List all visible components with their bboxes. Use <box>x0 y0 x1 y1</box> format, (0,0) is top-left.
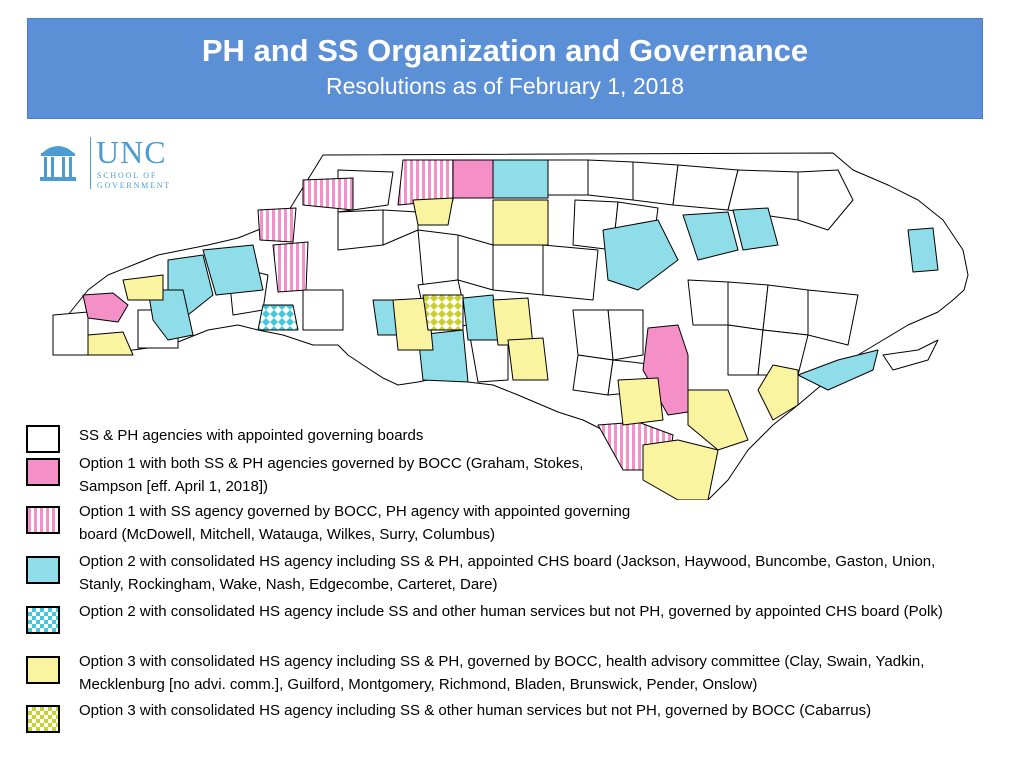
county-stokes <box>453 160 493 198</box>
legend-item-olive-diamonds <box>24 699 984 749</box>
county-richmond <box>508 338 548 380</box>
legend-text: Option 3 with consolidated HS agency including SS & PH, governed by BOCC, health advisory committee (Clay, Swain, Yadkin, Mecklenburg [no advi. comm.], Guilford, Montgomery, Richmond, Bladen, Brunswick, Pender, Onslow) <box>79 653 925 693</box>
legend-text: Option 1 with SS agency governed by BOCC, PH agency with appointed governing board (McDowell, Mitchell, Watauga, Wilkes, Surry, Columbus) <box>79 503 631 543</box>
page-subtitle: Resolutions as of February 1, 2018 <box>326 73 684 99</box>
county-guilford <box>493 200 548 245</box>
county-bladen <box>618 378 663 425</box>
county-watauga <box>258 208 296 242</box>
county-yadkin <box>413 198 453 225</box>
legend-swatch-cyan <box>26 556 60 584</box>
legend-swatch-pink <box>26 458 60 486</box>
county-mitchell-mcdowell <box>273 242 308 292</box>
legend-swatch-yellow <box>26 656 60 684</box>
legend-item-cyan <box>24 550 984 600</box>
logo-unc-text: UNC <box>96 134 167 170</box>
county-montgomery <box>493 298 533 345</box>
title-banner <box>27 18 983 119</box>
legend-item-yellow <box>24 650 984 700</box>
legend-item-cyan-diamonds <box>24 600 984 650</box>
county-swain <box>123 275 163 300</box>
logo-school-of: SCHOOL OF <box>97 171 158 180</box>
legend-text: Option 3 with consolidated HS agency including SS & other human services but not PH, governed by BOCC (Cabarrus) <box>79 702 872 719</box>
legend-swatch-white <box>26 425 60 453</box>
legend-swatch-cyan-diamonds <box>26 606 60 634</box>
legend-text: SS & PH agencies with appointed governing boards <box>79 427 424 444</box>
legend-text: Option 1 with both SS & PH agencies governed by BOCC (Graham, Stokes, Sampson [eff. April 1, 2018]) <box>79 455 584 495</box>
county-polk <box>258 305 298 330</box>
legend-swatch-pink-stripes <box>26 506 60 534</box>
logo-government: GOVERNMENT <box>97 181 171 190</box>
legend-item-pink-stripes <box>24 500 984 550</box>
page-title: PH and SS Organization and Governance <box>201 33 809 68</box>
legend-text: Option 2 with consolidated HS agency including SS & PH, appointed CHS board (Jackson, Haywood, Buncombe, Gaston, Union, Stanly, Rockingham, Wake, Nash, Edgecombe, Carteret, Dare) <box>79 553 936 593</box>
legend-item-pink <box>24 452 984 502</box>
county-cabarrus <box>423 295 463 330</box>
legend-swatch-olive-diamonds <box>26 705 60 733</box>
legend-text: Option 2 with consolidated HS agency include SS and other human services but not PH, governed by appointed CHS board (Polk) <box>79 603 943 620</box>
county-rockingham <box>493 160 548 198</box>
county-wilkes <box>303 178 353 210</box>
county-dare <box>908 228 938 272</box>
